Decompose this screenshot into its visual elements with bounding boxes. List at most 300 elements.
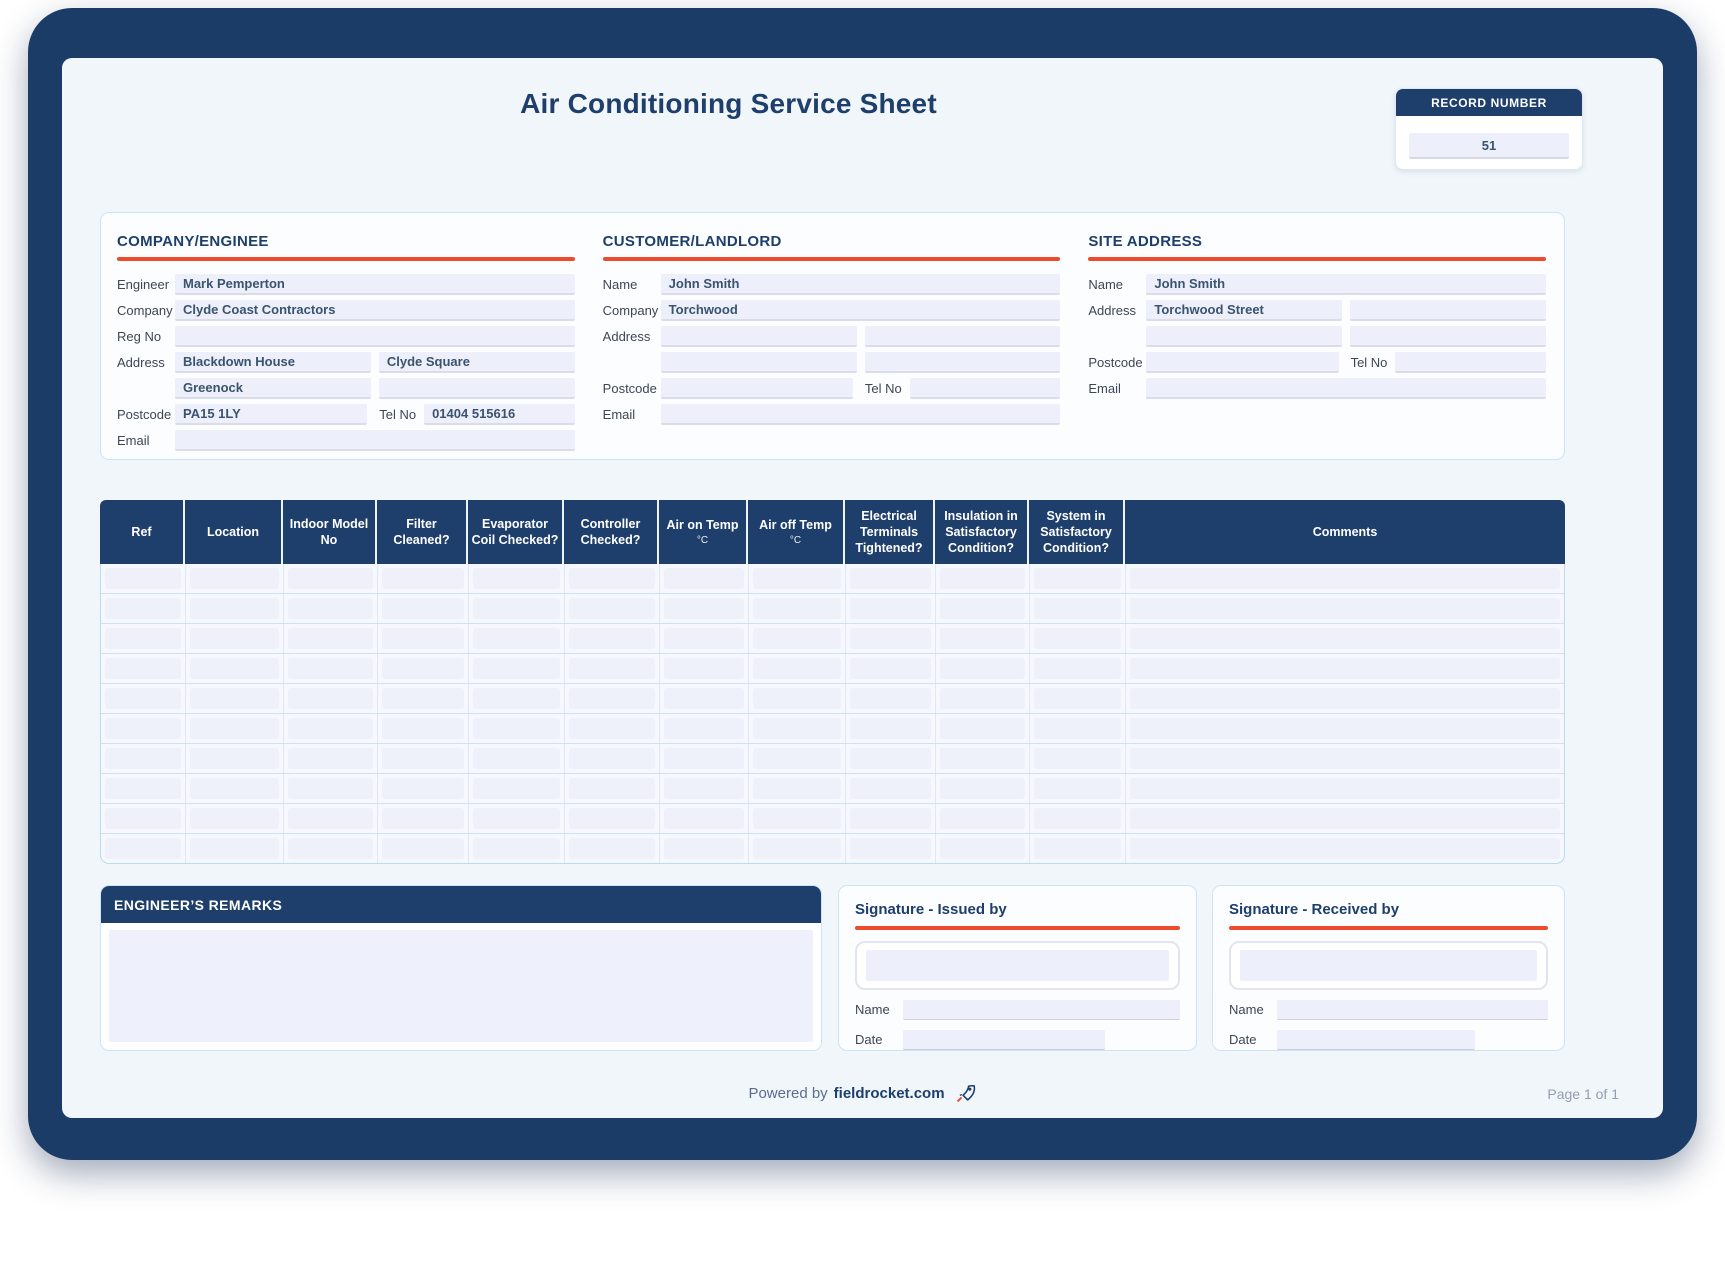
signature-received-date-input[interactable] [1277, 1030, 1475, 1050]
signature-issued-date-row [855, 1029, 1180, 1050]
reg-no-row [117, 324, 575, 348]
table-cell-input[interactable] [850, 628, 931, 649]
table-cell-input[interactable] [569, 748, 655, 769]
company-address-line2a-input[interactable]: Greenock [175, 378, 371, 399]
table-cell-input[interactable] [288, 748, 373, 769]
table-cell-input[interactable] [382, 688, 464, 709]
company-address-line1a-input[interactable]: Blackdown House [175, 352, 371, 373]
company-address-line2b-input[interactable] [379, 378, 575, 399]
table-cell [378, 594, 469, 623]
customer-company-input[interactable]: Torchwood [661, 300, 1061, 321]
site-address-line2b-input[interactable] [1350, 326, 1546, 347]
table-cell [660, 564, 749, 593]
table-column-header [845, 500, 935, 564]
site-postcode-input[interactable] [1146, 352, 1338, 373]
table-cell-input[interactable] [473, 718, 560, 739]
table-cell-input[interactable] [105, 598, 181, 619]
company-tel-input[interactable]: 01404 515616 [424, 404, 575, 425]
table-cell-input[interactable] [105, 658, 181, 679]
table-cell-input[interactable] [190, 838, 279, 859]
table-cell [469, 564, 565, 593]
table-column-header [185, 500, 283, 564]
table-cell-input[interactable] [569, 838, 655, 859]
table-cell-input[interactable] [664, 628, 744, 649]
engineer-row [117, 272, 575, 296]
company-email-row [117, 428, 575, 452]
table-cell-input[interactable] [664, 778, 744, 799]
site-email-label: Email [1088, 380, 1121, 396]
table-cell [846, 654, 936, 683]
table-row [101, 683, 1564, 713]
site-postcode-label: Postcode [1088, 354, 1143, 370]
signature-issued-panel [838, 885, 1197, 1051]
table-cell [378, 804, 469, 833]
table-cell [284, 834, 378, 863]
table-cell-input[interactable] [1130, 568, 1560, 589]
customer-name-input[interactable]: John Smith [661, 274, 1061, 295]
table-cell-input[interactable] [1130, 808, 1560, 829]
table-cell-input[interactable] [190, 628, 279, 649]
table-cell [846, 834, 936, 863]
engineers-remarks-textarea[interactable] [109, 930, 813, 1042]
table-column-label: Ref [131, 524, 152, 539]
table-column-label: Air on Temp [666, 518, 739, 533]
table-cell [936, 654, 1030, 683]
table-cell [1030, 714, 1126, 743]
table-cell-input[interactable] [1034, 658, 1121, 679]
table-cell-input[interactable] [569, 688, 655, 709]
table-cell-input[interactable] [190, 748, 279, 769]
table-column-label: Controller Checked? [580, 516, 641, 547]
table-cell-input[interactable] [473, 808, 560, 829]
table-cell-input[interactable] [940, 808, 1025, 829]
table-cell-input[interactable] [190, 658, 279, 679]
table-cell-input[interactable] [569, 808, 655, 829]
table-cell-input[interactable] [190, 808, 279, 829]
table-cell-input[interactable] [473, 688, 560, 709]
table-cell [101, 684, 186, 713]
customer-postcode-row [603, 376, 1061, 400]
table-cell-input[interactable] [850, 808, 931, 829]
site-section-rule [1088, 257, 1546, 261]
table-cell-input[interactable] [753, 718, 841, 739]
table-cell-input[interactable] [190, 688, 279, 709]
customer-email-input[interactable] [661, 404, 1061, 425]
table-cell [1126, 564, 1564, 593]
customer-postcode-input[interactable] [661, 378, 853, 399]
customer-address-row-1 [603, 324, 1061, 348]
table-cell-input[interactable] [753, 598, 841, 619]
table-cell-input[interactable] [190, 778, 279, 799]
table-cell [749, 654, 846, 683]
table-cell-input[interactable] [473, 778, 560, 799]
table-cell-input[interactable] [105, 688, 181, 709]
table-cell-input[interactable] [1130, 748, 1560, 769]
customer-company-row [603, 298, 1061, 322]
table-cell [378, 654, 469, 683]
table-cell-input[interactable] [1034, 568, 1121, 589]
customer-address-line2b-input[interactable] [865, 352, 1061, 373]
table-cell [565, 774, 660, 803]
table-cell-input[interactable] [940, 838, 1025, 859]
table-cell [378, 714, 469, 743]
site-email-input[interactable] [1146, 378, 1546, 399]
customer-section [603, 233, 1061, 445]
table-cell-input[interactable] [664, 658, 744, 679]
signature-issued-heading: Signature - Issued by [855, 901, 1007, 918]
customer-tel-input[interactable] [910, 378, 1061, 399]
customer-name-label: Name [602, 276, 638, 292]
customer-tel-label: Tel No [864, 380, 902, 396]
table-cell-input[interactable] [105, 778, 181, 799]
table-cell-input[interactable] [382, 568, 464, 589]
table-cell-input[interactable] [1034, 778, 1121, 799]
table-cell-input[interactable] [473, 748, 560, 769]
customer-section-heading: CUSTOMER/LANDLORD [602, 233, 782, 250]
table-cell-input[interactable] [940, 598, 1025, 619]
table-cell-input[interactable] [288, 598, 373, 619]
table-cell-input[interactable] [105, 808, 181, 829]
table-cell-input[interactable] [569, 718, 655, 739]
table-cell [1030, 804, 1126, 833]
table-cell [1126, 594, 1564, 623]
customer-email-label: Email [602, 406, 636, 422]
table-row [101, 833, 1564, 863]
table-cell [565, 744, 660, 773]
table-cell [565, 804, 660, 833]
table-cell-input[interactable] [664, 808, 744, 829]
table-cell-input[interactable] [569, 778, 655, 799]
table-cell [565, 624, 660, 653]
table-cell [186, 564, 284, 593]
table-cell [846, 564, 936, 593]
table-cell-input[interactable] [569, 568, 655, 589]
table-cell-input[interactable] [473, 838, 560, 859]
table-cell-input[interactable] [1034, 628, 1121, 649]
table-cell [469, 834, 565, 863]
site-address-row-1 [1088, 298, 1546, 322]
table-cell-input[interactable] [850, 688, 931, 709]
site-address-line2a-input[interactable] [1146, 326, 1342, 347]
customer-address-label: Address [602, 328, 651, 344]
table-column-header [659, 500, 748, 564]
customer-section-rule [603, 257, 1061, 261]
table-cell-input[interactable] [473, 628, 560, 649]
table-cell [469, 684, 565, 713]
table-cell [1030, 684, 1126, 713]
table-cell-input[interactable] [1130, 718, 1560, 739]
table-row [101, 743, 1564, 773]
table-cell [186, 624, 284, 653]
table-cell [749, 564, 846, 593]
signature-issued-name-input[interactable] [903, 1000, 1180, 1020]
company-section-rule [117, 257, 575, 261]
table-cell-input[interactable] [1130, 658, 1560, 679]
service-table [100, 500, 1565, 864]
table-cell [565, 714, 660, 743]
table-cell [101, 774, 186, 803]
table-row [101, 713, 1564, 743]
table-cell [749, 774, 846, 803]
signature-issued-name-row [855, 999, 1180, 1020]
company-address-label: Address [117, 354, 165, 370]
table-cell-input[interactable] [1130, 628, 1560, 649]
table-cell [1030, 594, 1126, 623]
engineers-remarks-panel [100, 885, 822, 1051]
table-cell-input[interactable] [288, 808, 373, 829]
table-cell-input[interactable] [940, 658, 1025, 679]
page-indicator: Page 1 of 1 [1547, 1086, 1619, 1102]
table-cell [284, 684, 378, 713]
table-cell [846, 624, 936, 653]
table-cell-input[interactable] [1130, 598, 1560, 619]
table-cell-input[interactable] [1034, 838, 1121, 859]
table-column-header [564, 500, 659, 564]
table-cell-input[interactable] [753, 778, 841, 799]
footer-powered-by [62, 1082, 1663, 1104]
table-column-header [935, 500, 1029, 564]
table-cell-input[interactable] [753, 628, 841, 649]
table-cell [1126, 624, 1564, 653]
table-cell [846, 804, 936, 833]
table-cell-input[interactable] [382, 748, 464, 769]
table-cell [378, 744, 469, 773]
table-cell-input[interactable] [664, 598, 744, 619]
table-cell-input[interactable] [382, 838, 464, 859]
table-cell-input[interactable] [1130, 838, 1560, 859]
table-cell-input[interactable] [569, 628, 655, 649]
table-cell-input[interactable] [288, 778, 373, 799]
table-cell [469, 774, 565, 803]
table-cell-input[interactable] [288, 688, 373, 709]
table-column-label: Comments [1312, 524, 1378, 539]
site-section [1088, 233, 1546, 445]
table-cell-input[interactable] [473, 568, 560, 589]
table-cell-input[interactable] [569, 598, 655, 619]
table-cell [565, 654, 660, 683]
table-cell-input[interactable] [190, 598, 279, 619]
table-cell-input[interactable] [753, 808, 841, 829]
company-postcode-input[interactable]: PA15 1LY [175, 404, 367, 425]
table-cell-input[interactable] [1034, 748, 1121, 769]
table-cell-input[interactable] [105, 628, 181, 649]
table-column-label: Insulation in Satisfactory Condition? [944, 508, 1018, 556]
table-cell [1126, 714, 1564, 743]
customer-address-line1a-input[interactable] [661, 326, 857, 347]
table-column-label: Air off Temp [759, 518, 832, 533]
table-cell-input[interactable] [850, 598, 931, 619]
table-column-header [377, 500, 468, 564]
table-cell [749, 624, 846, 653]
table-cell-input[interactable] [105, 748, 181, 769]
signature-received-pad[interactable] [1229, 941, 1548, 990]
company-address-line1b-input[interactable]: Clyde Square [379, 352, 575, 373]
table-cell [660, 684, 749, 713]
customer-postcode-label: Postcode [602, 380, 657, 396]
site-tel-input[interactable] [1395, 352, 1546, 373]
site-address-line1a-input[interactable]: Torchwood Street [1146, 300, 1342, 321]
reg-no-input[interactable] [175, 326, 575, 347]
table-cell-input[interactable] [288, 718, 373, 739]
table-cell [186, 714, 284, 743]
table-cell-input[interactable] [105, 568, 181, 589]
company-section [117, 233, 575, 448]
table-cell-input[interactable] [105, 838, 181, 859]
table-cell-input[interactable] [382, 628, 464, 649]
table-cell [749, 744, 846, 773]
table-cell-input[interactable] [940, 778, 1025, 799]
table-cell-input[interactable] [382, 598, 464, 619]
table-cell-input[interactable] [664, 568, 744, 589]
table-cell-input[interactable] [1130, 778, 1560, 799]
table-cell [101, 714, 186, 743]
table-cell-input[interactable] [850, 718, 931, 739]
table-cell-input[interactable] [473, 658, 560, 679]
table-cell-input[interactable] [664, 688, 744, 709]
table-column-unit: °C [789, 534, 802, 546]
table-cell-input[interactable] [664, 718, 744, 739]
company-address-row-2 [117, 376, 575, 400]
table-cell-input[interactable] [382, 808, 464, 829]
table-cell [1126, 774, 1564, 803]
company-postcode-row [117, 402, 575, 426]
table-cell-input[interactable] [382, 718, 464, 739]
table-cell-input[interactable] [940, 568, 1025, 589]
table-cell-input[interactable] [664, 838, 744, 859]
site-name-input[interactable]: John Smith [1146, 274, 1546, 295]
signature-issued-date-label: Date [855, 1032, 883, 1047]
site-name-label: Name [1088, 276, 1124, 292]
customer-company-label: Company [602, 302, 659, 318]
site-address-line1b-input[interactable] [1350, 300, 1546, 321]
table-cell-input[interactable] [473, 598, 560, 619]
customer-address-line2a-input[interactable] [661, 352, 857, 373]
table-cell [284, 714, 378, 743]
table-cell-input[interactable] [1130, 688, 1560, 709]
table-cell-input[interactable] [753, 688, 841, 709]
table-cell [284, 744, 378, 773]
table-cell-input[interactable] [288, 658, 373, 679]
table-cell-input[interactable] [664, 748, 744, 769]
table-cell-input[interactable] [1034, 598, 1121, 619]
company-email-label: Email [117, 432, 150, 448]
table-row [101, 564, 1564, 593]
table-cell-input[interactable] [850, 778, 931, 799]
table-cell-input[interactable] [288, 628, 373, 649]
table-cell [936, 684, 1030, 713]
engineer-input[interactable]: Mark Pemperton [175, 274, 575, 295]
signature-received-pad-area[interactable] [1240, 950, 1537, 981]
table-cell [1030, 564, 1126, 593]
table-cell [186, 774, 284, 803]
table-cell [378, 624, 469, 653]
table-cell-input[interactable] [288, 838, 373, 859]
customer-email-row [603, 402, 1061, 426]
signature-issued-pad-area[interactable] [866, 950, 1169, 981]
info-panel [100, 212, 1565, 460]
table-cell-input[interactable] [753, 748, 841, 769]
table-cell-input[interactable] [1034, 808, 1121, 829]
customer-address-line1b-input[interactable] [865, 326, 1061, 347]
table-cell-input[interactable] [569, 658, 655, 679]
table-cell [846, 714, 936, 743]
signature-issued-date-input[interactable] [903, 1030, 1105, 1050]
table-cell-input[interactable] [850, 838, 931, 859]
customer-address-row-2 [603, 350, 1061, 374]
table-cell-input[interactable] [753, 658, 841, 679]
signature-received-name-row [1229, 999, 1548, 1020]
table-cell-input[interactable] [105, 718, 181, 739]
table-cell-input[interactable] [382, 778, 464, 799]
table-row [101, 593, 1564, 623]
table-cell [565, 834, 660, 863]
table-cell [1030, 774, 1126, 803]
table-cell-input[interactable] [940, 688, 1025, 709]
table-cell-input[interactable] [753, 838, 841, 859]
table-column-label: Indoor Model No [289, 516, 369, 547]
table-cell-input[interactable] [753, 568, 841, 589]
table-cell-input[interactable] [940, 628, 1025, 649]
table-cell [936, 804, 1030, 833]
record-number-input[interactable]: 51 [1409, 133, 1569, 159]
table-cell-input[interactable] [382, 658, 464, 679]
table-cell-input[interactable] [1034, 688, 1121, 709]
table-cell-input[interactable] [850, 748, 931, 769]
site-section-heading: SITE ADDRESS [1088, 233, 1203, 250]
table-column-unit: °C [696, 534, 709, 546]
engineer-label: Engineer [117, 276, 170, 292]
site-email-row [1088, 376, 1546, 400]
table-cell [469, 804, 565, 833]
signature-issued-pad[interactable] [855, 941, 1180, 990]
app-frame [28, 8, 1697, 1160]
table-column-label: Electrical Terminals Tightened? [855, 508, 923, 556]
table-cell [1126, 804, 1564, 833]
table-cell-input[interactable] [850, 568, 931, 589]
table-cell [565, 564, 660, 593]
table-cell [378, 564, 469, 593]
table-cell-input[interactable] [940, 718, 1025, 739]
table-cell [749, 594, 846, 623]
company-input[interactable]: Clyde Coast Contractors [175, 300, 575, 321]
table-cell [660, 834, 749, 863]
site-tel-label: Tel No [1350, 354, 1388, 370]
rocket-icon [955, 1082, 977, 1104]
table-cell [101, 744, 186, 773]
table-column-label: System in Satisfactory Condition? [1040, 508, 1112, 556]
table-column-header [468, 500, 564, 564]
fieldrocket-link[interactable]: fieldrocket.com [833, 1084, 945, 1102]
table-cell [186, 804, 284, 833]
table-cell-input[interactable] [190, 568, 279, 589]
table-cell-input[interactable] [190, 718, 279, 739]
table-cell [1030, 654, 1126, 683]
table-cell [101, 804, 186, 833]
table-cell [284, 774, 378, 803]
table-cell [378, 834, 469, 863]
signature-issued-rule [855, 926, 1180, 930]
table-cell-input[interactable] [850, 658, 931, 679]
company-email-input[interactable] [175, 430, 575, 451]
table-cell [284, 564, 378, 593]
table-cell [186, 654, 284, 683]
table-cell-input[interactable] [1034, 718, 1121, 739]
table-cell-input[interactable] [940, 748, 1025, 769]
table-cell-input[interactable] [288, 568, 373, 589]
signature-received-name-input[interactable] [1277, 1000, 1548, 1020]
table-column-label: Evaporator Coil Checked? [471, 516, 559, 547]
table-cell [936, 714, 1030, 743]
